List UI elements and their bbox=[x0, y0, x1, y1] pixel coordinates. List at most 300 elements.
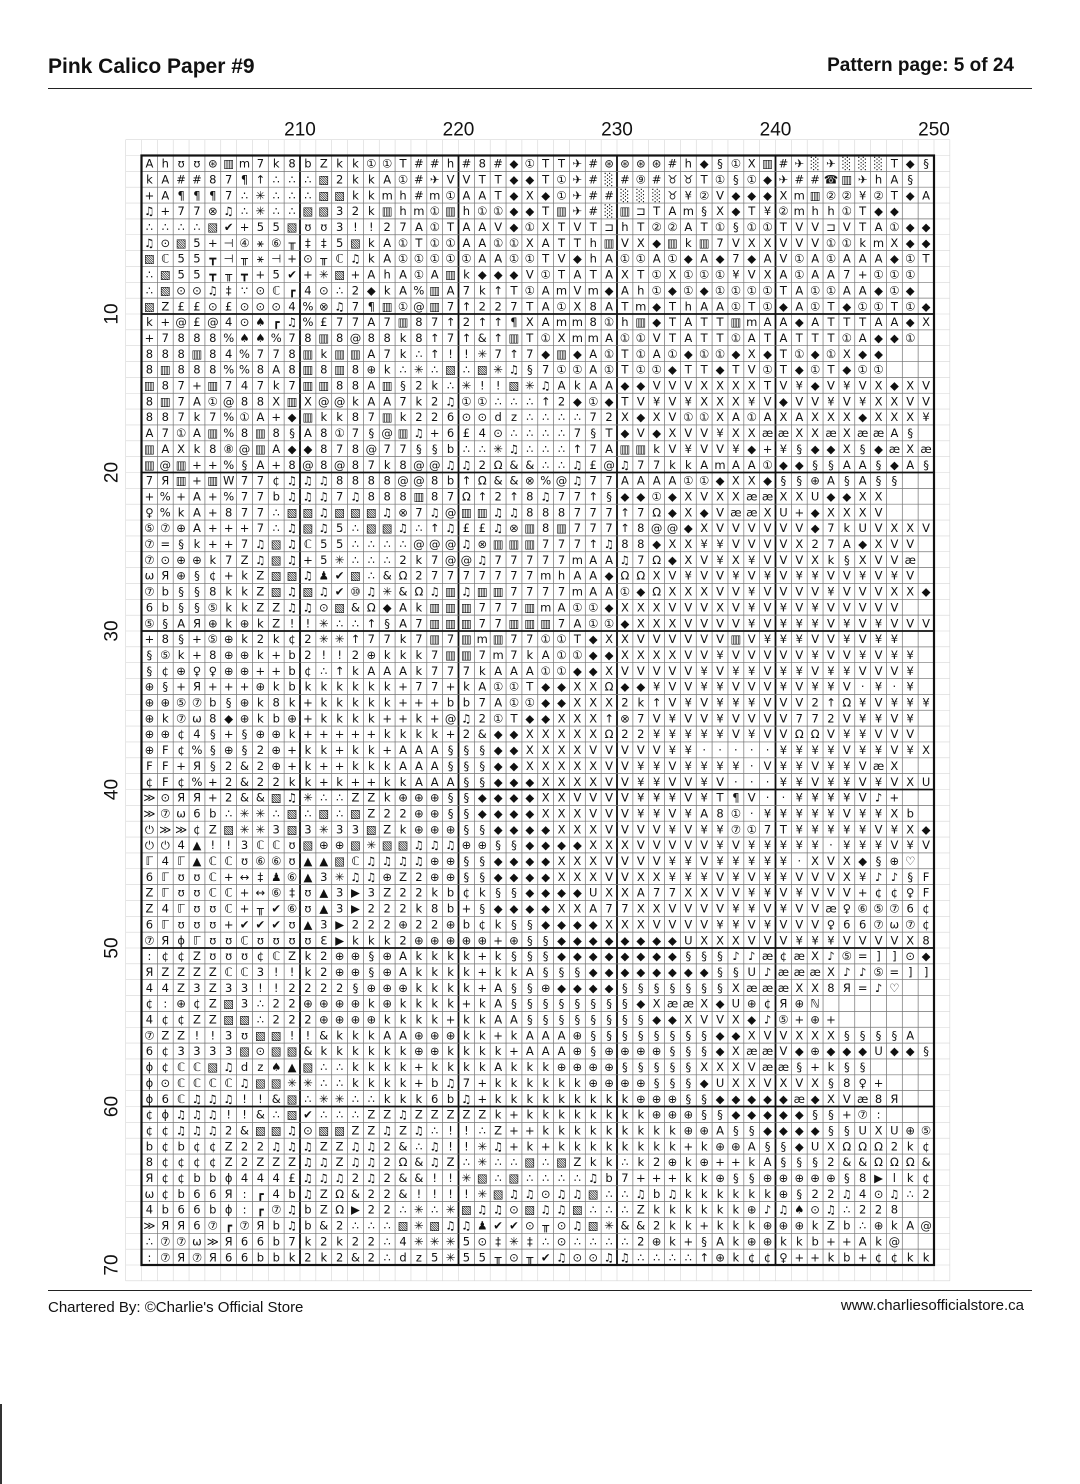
stitch-symbol: ¥ bbox=[637, 774, 645, 789]
stitch-symbol: # bbox=[667, 156, 678, 171]
stitch-symbol: £ bbox=[193, 315, 201, 330]
stitch-symbol: ! bbox=[353, 220, 358, 235]
stitch-symbol: V bbox=[795, 917, 804, 932]
stitch-symbol: ⊕ bbox=[287, 711, 297, 726]
stitch-symbol: ✳ bbox=[318, 822, 329, 837]
stitch-symbol: 7 bbox=[240, 473, 249, 488]
stitch-symbol: ¥ bbox=[922, 410, 930, 425]
stitch-symbol: ♫ bbox=[778, 1202, 789, 1217]
stitch-symbol: ∴ bbox=[367, 552, 375, 567]
stitch-symbol: 8 bbox=[145, 346, 154, 361]
stitch-symbol: ▥ bbox=[286, 394, 298, 409]
stitch-symbol: ⊕ bbox=[144, 711, 155, 726]
stitch-symbol: ◆ bbox=[604, 600, 614, 615]
stitch-symbol: 3 bbox=[240, 838, 249, 853]
stitch-symbol: § bbox=[637, 980, 644, 995]
stitch-symbol: 8 bbox=[209, 330, 217, 345]
row-number-label: 30 bbox=[101, 620, 123, 642]
stitch-symbol: X bbox=[589, 774, 598, 789]
stitch-symbol: ▧ bbox=[318, 188, 330, 203]
stitch-symbol: A bbox=[763, 251, 772, 266]
stitch-symbol: ⑦ bbox=[144, 1028, 155, 1043]
stitch-symbol: ℕ bbox=[810, 996, 820, 1011]
stitch-symbol: ◆ bbox=[541, 917, 551, 932]
stitch-symbol: ⑦ bbox=[873, 917, 884, 932]
stitch-symbol: k bbox=[193, 441, 201, 456]
stitch-symbol: ♀ bbox=[145, 505, 154, 520]
stitch-symbol: T bbox=[764, 378, 772, 393]
stitch-symbol: k bbox=[558, 1139, 565, 1154]
stitch-symbol: ¢ bbox=[272, 473, 280, 488]
stitch-symbol: V bbox=[811, 885, 820, 900]
stitch-symbol: 3 bbox=[240, 996, 249, 1011]
stitch-symbol: ┳ bbox=[209, 251, 217, 266]
stitch-symbol: 2 bbox=[383, 1155, 391, 1170]
stitch-symbol: ⊕ bbox=[429, 790, 440, 805]
stitch-symbol: ¥ bbox=[668, 790, 677, 805]
stitch-symbol: T bbox=[558, 267, 566, 282]
stitch-symbol: ♀ bbox=[906, 885, 915, 900]
stitch-symbol: k bbox=[415, 647, 423, 662]
stitch-symbol: ¶ bbox=[367, 299, 375, 314]
stitch-symbol: ╥ bbox=[494, 1250, 502, 1265]
stitch-symbol: ¥ bbox=[827, 663, 835, 678]
stitch-symbol: ⊕ bbox=[826, 1171, 836, 1186]
stitch-symbol: V bbox=[620, 235, 629, 250]
stitch-symbol: m bbox=[872, 235, 885, 250]
stitch-symbol: ◆ bbox=[747, 188, 757, 203]
stitch-symbol: A bbox=[700, 806, 709, 821]
stitch-symbol: k bbox=[399, 330, 407, 345]
stitch-symbol: V bbox=[763, 727, 772, 742]
stitch-symbol: ◆ bbox=[557, 695, 566, 710]
stitch-symbol: ⊕ bbox=[398, 790, 408, 805]
stitch-symbol: + bbox=[651, 1171, 662, 1186]
stitch-symbol: ¢ bbox=[177, 743, 185, 758]
stitch-symbol: ▥ bbox=[302, 346, 314, 361]
stitch-symbol: 2 bbox=[240, 1155, 249, 1170]
stitch-symbol: § bbox=[447, 758, 454, 773]
stitch-symbol: + bbox=[223, 537, 234, 552]
stitch-symbol: A bbox=[858, 283, 867, 298]
stitch-symbol: § bbox=[907, 172, 914, 187]
stitch-symbol: V bbox=[636, 426, 645, 441]
stitch-symbol: Я bbox=[842, 980, 851, 995]
stitch-symbol: 2 bbox=[431, 394, 439, 409]
stitch-symbol: k bbox=[367, 743, 375, 758]
stitch-symbol: : bbox=[163, 996, 168, 1011]
stitch-symbol: § bbox=[526, 917, 533, 932]
stitch-symbol: ✳ bbox=[382, 584, 392, 599]
stitch-symbol: V bbox=[700, 600, 709, 615]
stitch-symbol: X bbox=[716, 204, 724, 219]
stitch-symbol: ¢ bbox=[145, 996, 154, 1011]
stitch-symbol: § bbox=[225, 695, 232, 710]
stitch-symbol: A bbox=[874, 315, 883, 330]
stitch-symbol: ⊕ bbox=[414, 790, 424, 805]
stitch-symbol: ⊙ bbox=[905, 949, 916, 964]
stitch-symbol: ① bbox=[603, 616, 615, 631]
stitch-symbol: k bbox=[320, 743, 328, 758]
stitch-symbol: ♫ bbox=[286, 1139, 298, 1154]
stitch-symbol: k bbox=[225, 616, 233, 631]
stitch-symbol: X bbox=[636, 235, 645, 250]
stitch-symbol: ⑦ bbox=[144, 537, 155, 552]
stitch-symbol: A bbox=[193, 426, 201, 441]
stitch-symbol: § bbox=[653, 980, 660, 995]
stitch-symbol: 8 bbox=[415, 330, 423, 345]
stitch-symbol: § bbox=[717, 964, 723, 979]
stitch-symbol: ◆ bbox=[525, 838, 535, 853]
stitch-symbol: ① bbox=[905, 299, 916, 314]
stitch-symbol: ∴ bbox=[367, 568, 375, 583]
stitch-symbol: ♫ bbox=[366, 1171, 377, 1186]
stitch-symbol: V bbox=[573, 220, 582, 235]
stitch-symbol: k bbox=[304, 679, 312, 694]
stitch-symbol: V bbox=[747, 267, 756, 282]
stitch-symbol: k bbox=[447, 1044, 454, 1059]
stitch-symbol: 2 bbox=[272, 774, 280, 789]
stitch-symbol: ⊕ bbox=[334, 996, 345, 1011]
stitch-symbol: ① bbox=[873, 299, 884, 314]
stitch-symbol: V bbox=[795, 600, 804, 615]
stitch-symbol: V bbox=[795, 235, 804, 250]
stitch-symbol: ≫ bbox=[143, 806, 156, 821]
stitch-symbol: £ bbox=[225, 299, 233, 314]
stitch-symbol: ∴ bbox=[272, 806, 280, 821]
stitch-symbol: ∴ bbox=[320, 1107, 328, 1122]
stitch-symbol: ⊕ bbox=[889, 854, 900, 869]
stitch-symbol: § bbox=[828, 1107, 834, 1122]
stitch-symbol: X bbox=[557, 711, 566, 726]
stitch-symbol: k bbox=[542, 1107, 550, 1122]
stitch-symbol: ▥ bbox=[809, 188, 821, 203]
stitch-symbol: ⊕ bbox=[176, 996, 186, 1011]
stitch-symbol: ↑ bbox=[826, 695, 836, 710]
stitch-symbol: V bbox=[779, 235, 788, 250]
stitch-symbol: ♫ bbox=[461, 711, 472, 726]
stitch-symbol: V bbox=[652, 822, 661, 837]
stitch-symbol: § bbox=[669, 1028, 676, 1043]
stitch-symbol: X bbox=[747, 1028, 756, 1043]
stitch-symbol: 7 bbox=[462, 663, 471, 678]
stitch-symbol: ⊙ bbox=[556, 1234, 567, 1249]
stitch-symbol: Z bbox=[177, 964, 186, 979]
stitch-symbol: 2 bbox=[256, 632, 265, 647]
stitch-symbol: V bbox=[747, 711, 756, 726]
stitch-symbol: ▧ bbox=[476, 362, 488, 377]
stitch-symbol: A bbox=[620, 473, 629, 488]
stitch-symbol: ℂ bbox=[192, 1060, 201, 1075]
stitch-symbol: V bbox=[700, 552, 709, 567]
stitch-symbol: 8 bbox=[542, 521, 550, 536]
stitch-symbol: ▥ bbox=[302, 378, 314, 393]
stitch-symbol: + bbox=[303, 727, 313, 742]
stitch-symbol: § bbox=[590, 1012, 597, 1027]
stitch-symbol: ▥ bbox=[524, 521, 536, 536]
stitch-symbol: ✳ bbox=[334, 632, 345, 647]
stitch-symbol: 7 bbox=[827, 537, 835, 552]
stitch-symbol: ∴ bbox=[272, 188, 280, 203]
stitch-symbol: ℂ bbox=[224, 885, 233, 900]
stitch-symbol: V bbox=[620, 790, 629, 805]
stitch-symbol: X bbox=[874, 394, 883, 409]
stitch-symbol: @ bbox=[666, 521, 679, 536]
stitch-symbol: ♫ bbox=[413, 838, 425, 853]
stitch-symbol: + bbox=[303, 267, 313, 282]
stitch-symbol: k bbox=[383, 758, 391, 773]
stitch-symbol: ʊ bbox=[193, 917, 201, 932]
stitch-symbol: X bbox=[652, 996, 661, 1011]
stitch-symbol: V bbox=[589, 743, 598, 758]
stitch-symbol: V bbox=[811, 901, 820, 916]
stitch-symbol: A bbox=[399, 949, 407, 964]
stitch-symbol: ʊ bbox=[209, 901, 217, 916]
stitch-symbol: A bbox=[303, 426, 312, 441]
stitch-symbol: § bbox=[463, 806, 470, 821]
stitch-symbol: ↑ bbox=[572, 441, 583, 456]
stitch-symbol: ʊ bbox=[288, 854, 296, 869]
stitch-symbol: T bbox=[637, 267, 645, 282]
stitch-symbol: § bbox=[622, 1012, 628, 1027]
stitch-symbol: 7 bbox=[478, 616, 486, 631]
stitch-symbol: § bbox=[780, 1139, 787, 1154]
stitch-symbol: + bbox=[509, 1107, 519, 1122]
stitch-symbol: V bbox=[747, 869, 756, 884]
stitch-symbol: V bbox=[716, 885, 724, 900]
stitch-symbol: ℂ bbox=[208, 869, 217, 884]
stitch-symbol: ◆ bbox=[493, 774, 503, 789]
stitch-symbol: ⑦ bbox=[207, 1218, 218, 1233]
stitch-symbol: ∴ bbox=[351, 552, 360, 567]
stitch-symbol: ∴ bbox=[526, 426, 534, 441]
stitch-symbol: X bbox=[620, 410, 629, 425]
stitch-symbol: § bbox=[526, 933, 533, 948]
stitch-symbol: ¥ bbox=[763, 568, 772, 583]
stitch-symbol: ▥ bbox=[397, 426, 409, 441]
stitch-symbol: ∴ bbox=[304, 1091, 312, 1106]
stitch-symbol: ◆ bbox=[905, 315, 915, 330]
stitch-symbol: ∴ bbox=[589, 1202, 597, 1217]
stitch-symbol: § bbox=[495, 885, 501, 900]
stitch-symbol: k bbox=[494, 1107, 502, 1122]
stitch-symbol: ¥ bbox=[668, 822, 677, 837]
stitch-symbol: k bbox=[700, 1202, 708, 1217]
stitch-symbol: ♫ bbox=[191, 1091, 203, 1106]
stitch-symbol: ① bbox=[619, 584, 631, 599]
stitch-symbol: 8 bbox=[843, 1075, 851, 1090]
stitch-symbol: Ω bbox=[652, 552, 662, 567]
stitch-symbol: ¥ bbox=[795, 822, 803, 837]
stitch-symbol: = bbox=[857, 980, 868, 995]
stitch-symbol: 7 bbox=[193, 204, 201, 219]
stitch-symbol: ∴ bbox=[383, 1218, 391, 1233]
stitch-symbol: ◆ bbox=[715, 1028, 725, 1043]
stitch-symbol: 4 bbox=[161, 854, 169, 869]
stitch-symbol: V bbox=[922, 521, 931, 536]
stitch-symbol: X bbox=[716, 489, 724, 504]
stitch-symbol: ⊕ bbox=[651, 1044, 662, 1059]
stitch-symbol: k bbox=[383, 790, 391, 805]
stitch-symbol: ♫ bbox=[286, 552, 298, 567]
stitch-symbol: ① bbox=[239, 410, 250, 425]
stitch-symbol: ② bbox=[667, 220, 678, 235]
stitch-symbol: V bbox=[494, 220, 503, 235]
stitch-symbol: æ bbox=[809, 964, 821, 979]
stitch-symbol: ⊙ bbox=[461, 410, 472, 425]
stitch-symbol: 7 bbox=[811, 711, 819, 726]
stitch-symbol: ♫ bbox=[413, 1123, 425, 1138]
stitch-symbol: ♡ bbox=[889, 980, 900, 995]
stitch-symbol: 8 bbox=[209, 346, 217, 361]
stitch-symbol: k bbox=[827, 1060, 835, 1075]
stitch-symbol: & bbox=[477, 727, 487, 742]
stitch-symbol: ▥ bbox=[762, 156, 774, 171]
stitch-symbol: ! bbox=[448, 1171, 453, 1186]
stitch-symbol: V bbox=[652, 330, 661, 345]
stitch-symbol: h bbox=[621, 315, 629, 330]
stitch-symbol: ① bbox=[809, 299, 821, 314]
stitch-symbol: ≫ bbox=[159, 822, 172, 837]
stitch-symbol: ! bbox=[369, 220, 374, 235]
stitch-symbol: T bbox=[779, 346, 787, 361]
stitch-symbol: & bbox=[350, 1250, 360, 1265]
stitch-symbol: 6 bbox=[145, 917, 154, 932]
stitch-symbol: ⊕ bbox=[223, 647, 234, 662]
stitch-symbol: X bbox=[272, 394, 281, 409]
stitch-symbol: ◆ bbox=[493, 869, 503, 884]
stitch-symbol: ¥ bbox=[795, 743, 803, 758]
stitch-symbol: § bbox=[194, 600, 200, 615]
stitch-symbol: ¥ bbox=[795, 790, 803, 805]
stitch-symbol: ◆ bbox=[557, 917, 566, 932]
stitch-symbol: ▲ bbox=[192, 854, 202, 869]
stitch-symbol: V bbox=[922, 616, 931, 631]
stitch-symbol: Ω bbox=[794, 727, 804, 742]
stitch-symbol: & bbox=[842, 1155, 852, 1170]
stitch-symbol: ∴ bbox=[367, 1218, 375, 1233]
stitch-symbol: X bbox=[668, 537, 677, 552]
stitch-symbol: A bbox=[478, 251, 487, 266]
stitch-symbol: k bbox=[383, 695, 391, 710]
stitch-symbol: + bbox=[350, 727, 361, 742]
stitch-symbol: V bbox=[811, 774, 820, 789]
stitch-symbol: k bbox=[875, 1234, 882, 1249]
stitch-symbol: A bbox=[494, 695, 503, 710]
stitch-symbol: ⑦ bbox=[160, 1234, 171, 1249]
stitch-symbol: ♫ bbox=[889, 1186, 900, 1201]
stitch-symbol: k bbox=[732, 1186, 740, 1201]
stitch-symbol: ¢ bbox=[462, 885, 471, 900]
stitch-symbol: ♠ bbox=[255, 330, 266, 345]
stitch-symbol: V bbox=[731, 711, 740, 726]
stitch-symbol: ♫ bbox=[207, 1123, 218, 1138]
stitch-symbol: ¥ bbox=[732, 869, 740, 884]
stitch-symbol: ◆ bbox=[747, 251, 757, 266]
stitch-symbol: k bbox=[637, 1155, 645, 1170]
stitch-symbol: ʊ bbox=[193, 901, 201, 916]
stitch-symbol: ¥ bbox=[827, 774, 835, 789]
stitch-symbol: ① bbox=[746, 220, 757, 235]
stitch-symbol: X bbox=[890, 394, 899, 409]
stitch-symbol: ⊕ bbox=[762, 1218, 773, 1233]
stitch-symbol: V bbox=[557, 251, 566, 266]
stitch-symbol: ⊙ bbox=[318, 283, 329, 298]
stitch-symbol: 7 bbox=[795, 711, 803, 726]
stitch-symbol: ⊙ bbox=[556, 1218, 567, 1233]
stitch-symbol: @ bbox=[365, 441, 378, 456]
stitch-symbol: V bbox=[795, 394, 804, 409]
stitch-symbol: § bbox=[368, 964, 375, 979]
stitch-symbol: A bbox=[668, 204, 677, 219]
stitch-symbol: ① bbox=[619, 330, 631, 345]
stitch-symbol: V bbox=[668, 774, 677, 789]
stitch-symbol: 8 bbox=[209, 711, 217, 726]
stitch-symbol: V bbox=[779, 378, 788, 393]
stitch-symbol: X bbox=[700, 996, 709, 1011]
stitch-symbol: A bbox=[605, 552, 614, 567]
stitch-symbol: Z bbox=[224, 1139, 233, 1154]
stitch-symbol: § bbox=[241, 727, 248, 742]
stitch-symbol: T bbox=[668, 299, 676, 314]
stitch-symbol: ♫ bbox=[366, 1155, 377, 1170]
stitch-symbol: ¥ bbox=[652, 774, 661, 789]
stitch-symbol: ♫ bbox=[603, 537, 615, 552]
stitch-symbol: ¥ bbox=[748, 394, 756, 409]
stitch-symbol: ∴ bbox=[510, 394, 518, 409]
stitch-symbol: ʊ bbox=[272, 933, 280, 948]
stitch-symbol: ♫ bbox=[461, 537, 472, 552]
stitch-symbol: ¥ bbox=[859, 822, 867, 837]
stitch-symbol: ♀ bbox=[779, 1250, 788, 1265]
stitch-symbol: ↑ bbox=[620, 521, 630, 536]
stitch-symbol: ⊕ bbox=[778, 1218, 789, 1233]
stitch-symbol: ▥ bbox=[540, 616, 552, 631]
stitch-symbol: ▥ bbox=[730, 632, 742, 647]
stitch-symbol: k bbox=[399, 346, 407, 361]
stitch-symbol: T bbox=[779, 220, 787, 235]
stitch-symbol: ¥ bbox=[637, 806, 645, 821]
stitch-symbol: ◆ bbox=[747, 1107, 757, 1122]
stitch-symbol: V bbox=[716, 901, 724, 916]
stitch-symbol: 2 bbox=[494, 489, 502, 504]
stitch-symbol: ◆ bbox=[731, 1091, 741, 1106]
stitch-symbol: k bbox=[827, 1250, 835, 1265]
stitch-symbol: ◆ bbox=[778, 1123, 788, 1138]
stitch-symbol: k bbox=[367, 933, 375, 948]
stitch-symbol: ① bbox=[635, 362, 646, 377]
stitch-symbol: & bbox=[303, 1044, 313, 1059]
stitch-symbol: X bbox=[811, 854, 820, 869]
stitch-symbol: V bbox=[747, 933, 756, 948]
stitch-symbol: k bbox=[574, 1139, 581, 1154]
stitch-symbol: Z bbox=[335, 1139, 344, 1154]
stitch-symbol: k bbox=[653, 1202, 660, 1217]
stitch-symbol: ② bbox=[778, 204, 789, 219]
stitch-symbol: ▧ bbox=[270, 790, 282, 805]
stitch-symbol: b bbox=[462, 917, 471, 932]
stitch-symbol: 7 bbox=[542, 537, 550, 552]
stitch-symbol: 3 bbox=[272, 822, 280, 837]
stitch-symbol: § bbox=[923, 1044, 929, 1059]
stitch-symbol: 7 bbox=[652, 885, 661, 900]
stitch-symbol: ▥ bbox=[556, 346, 567, 361]
stitch-symbol: V bbox=[842, 743, 851, 758]
stitch-symbol: ∴ bbox=[621, 1155, 629, 1170]
stitch-symbol: k bbox=[399, 1091, 407, 1106]
stitch-symbol: 2 bbox=[367, 1234, 375, 1249]
stitch-symbol: 7 bbox=[557, 537, 566, 552]
